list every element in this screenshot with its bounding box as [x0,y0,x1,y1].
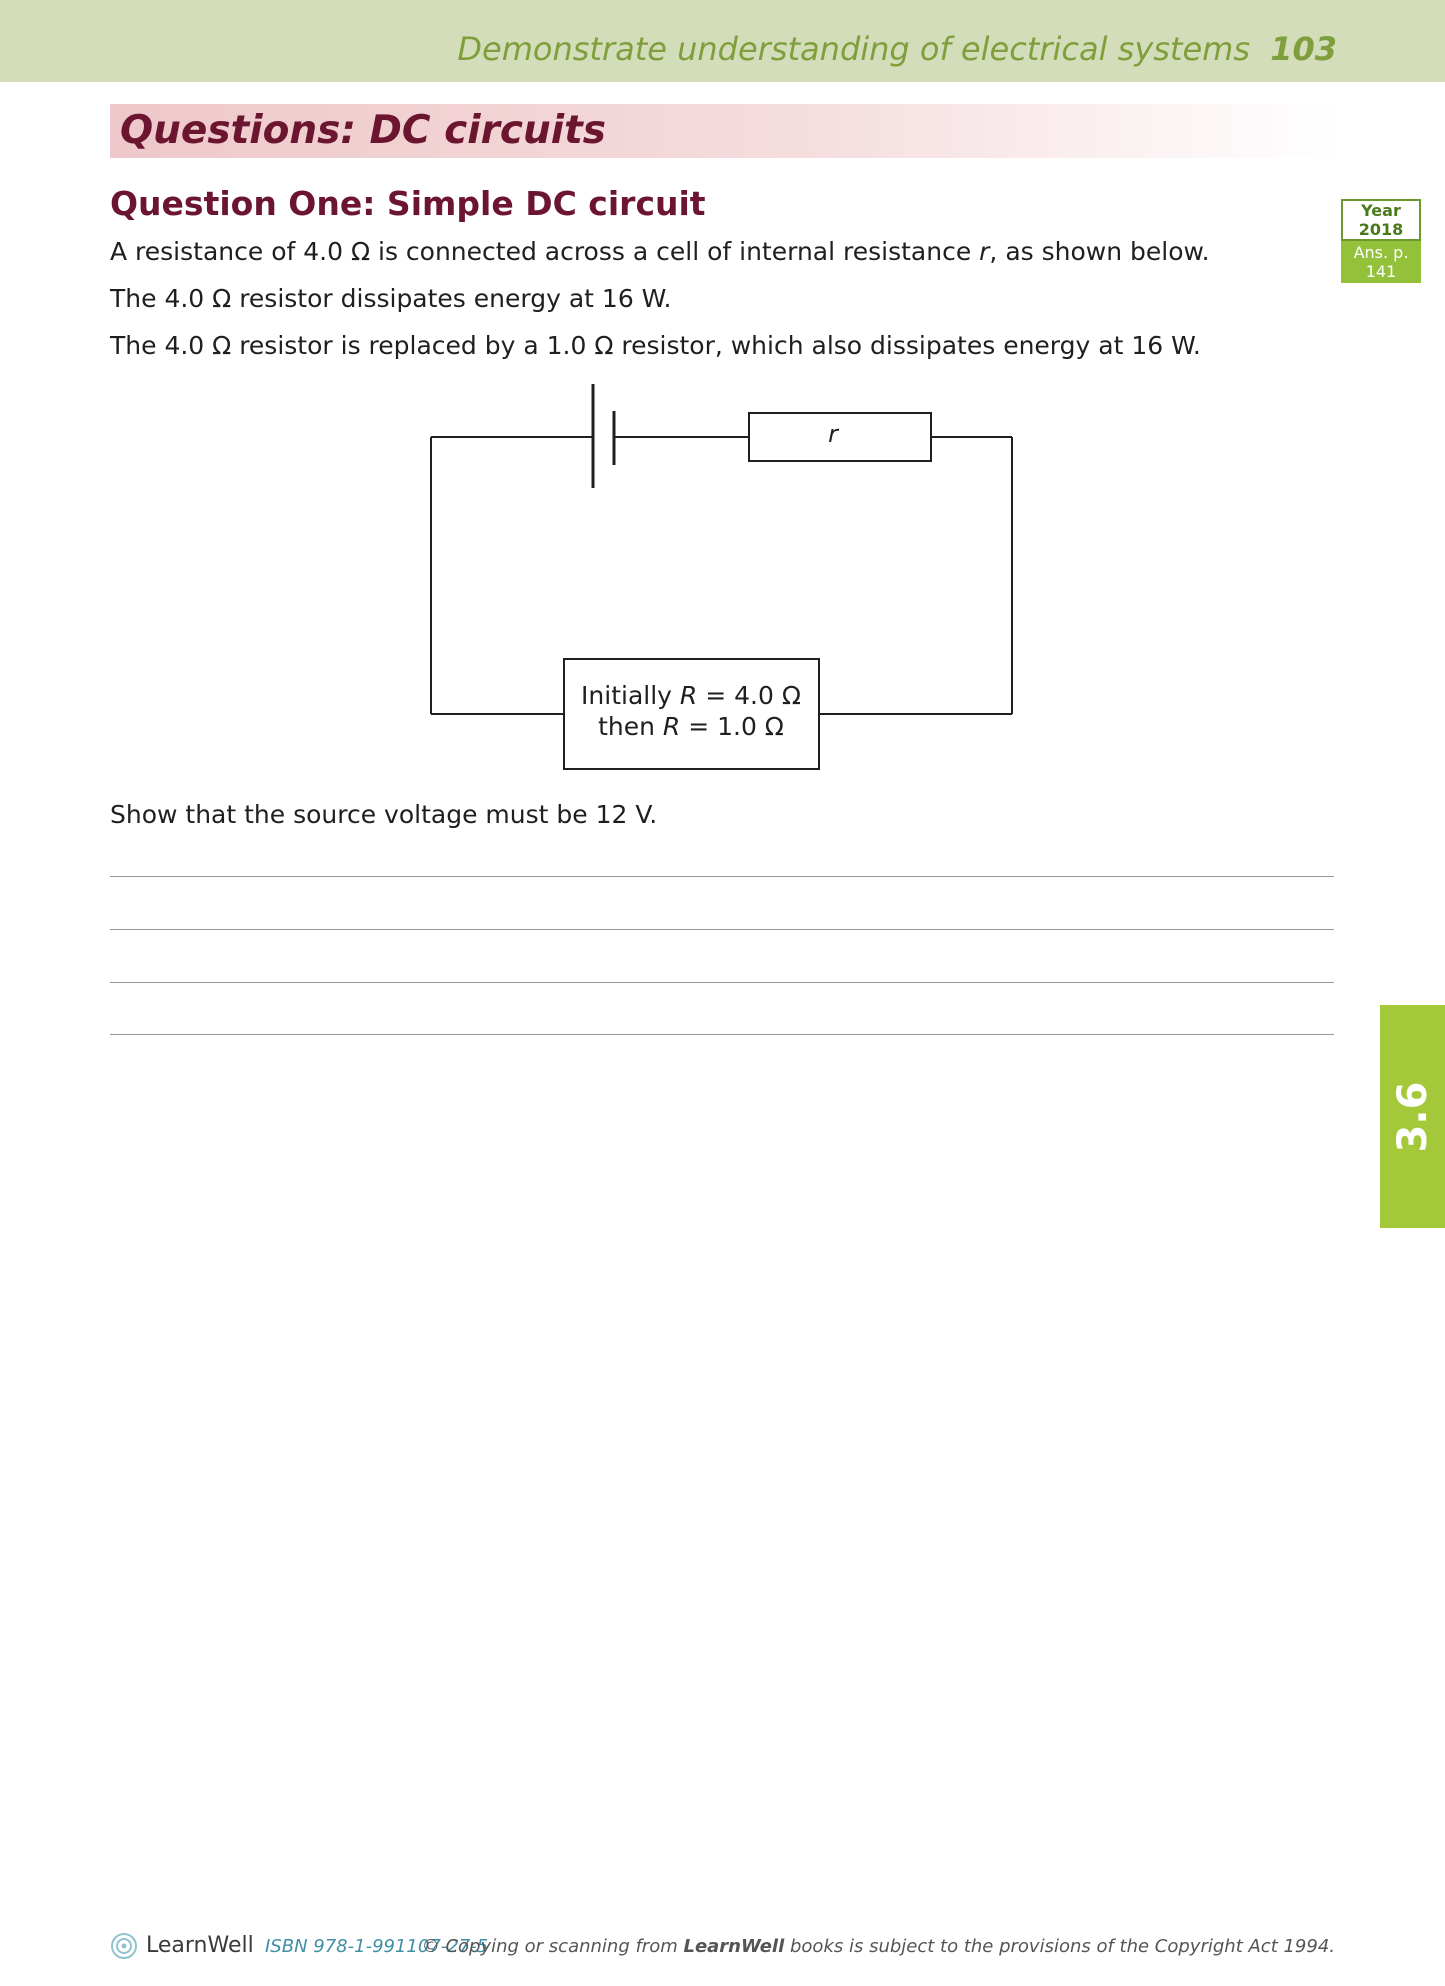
question-heading: Question One: Simple DC circuit [110,184,706,223]
chapter-side-tab-label: 3.6 [1389,1081,1436,1152]
answer-line[interactable] [110,1034,1334,1035]
para1-text-b: , as shown below. [989,237,1210,266]
footer-copyright [422,1936,1335,1957]
footer-brand: LearnWell [146,1933,254,1958]
load-label-line-1 [581,681,801,710]
load-line1-pre: Initially [581,681,680,710]
internal-resistor [749,413,931,461]
footer-isbn: ISBN 978-1-991107-27-5 [265,1936,489,1957]
footer [110,1932,1335,1962]
section-title: Questions: DC circuits [120,108,606,153]
year-label: Year 2018 [1341,199,1421,241]
answer-line[interactable] [110,876,1334,877]
page-number: 103 [1270,30,1337,68]
load-line1-var: R [679,681,698,710]
circuit-diagram [0,0,1445,800]
answer-reference: Ans. p. 141 [1341,241,1421,283]
internal-resistor-label: r [828,420,838,448]
answer-line[interactable] [110,929,1334,930]
load-line2-var: R [662,712,681,741]
footer-copyright-pre: © Copying or scanning from [421,1936,684,1957]
header-title: Demonstrate understanding of electrical systems [457,30,1250,68]
question-paragraph-2: The 4.0 Ω resistor dissipates energy at 16 W. [110,284,672,313]
load-line1-post: = 4.0 Ω [697,681,801,710]
internal-resistance-symbol: r [979,237,990,266]
load-line2-pre: then [598,712,663,741]
learnwell-logo-icon [110,1932,138,1960]
footer-copyright-brand: LearnWell [683,1936,785,1957]
load-line2-post: = 1.0 Ω [680,712,784,741]
answer-line[interactable] [110,982,1334,983]
footer-copyright-post: books is subject to the provisions of the Copyright Act 1994. [784,1936,1335,1957]
chapter-side-tab [1380,1005,1445,1228]
para1-text-a: A resistance of 4.0 Ω is connected across a cell of internal resistance [110,237,980,266]
question-paragraph-3: The 4.0 Ω resistor is replaced by a 1.0 Ω resistor, which also dissipates energy at 16 W. [110,331,1201,360]
load-label-line-2 [598,712,784,741]
question-prompt: Show that the source voltage must be 12 V. [110,800,658,829]
